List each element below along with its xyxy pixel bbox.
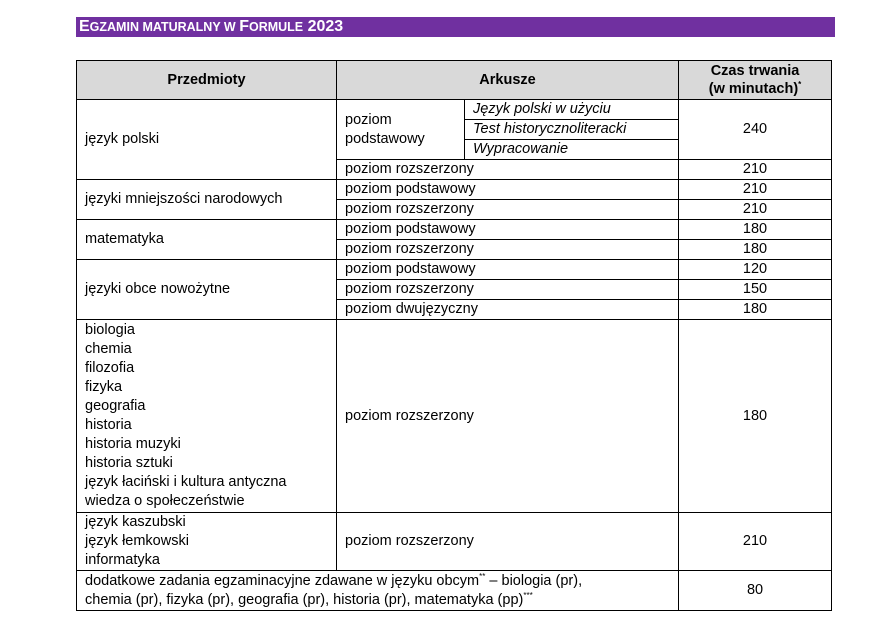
footnote-mark: *** (523, 590, 533, 600)
level-cell: poziom rozszerzony (337, 200, 679, 220)
duration-cell: 180 (679, 220, 832, 240)
level-cell: poziom podstawowy (337, 220, 679, 240)
duration-cell: 210 (679, 160, 832, 180)
subject-item: historia sztuki (85, 455, 173, 471)
subject-item: historia (85, 417, 132, 433)
subject-item: chemia (85, 341, 132, 357)
footnote-mark: * (798, 80, 802, 89)
table-row (77, 320, 832, 513)
document-title (76, 17, 835, 37)
subject-item: biologia (85, 322, 135, 338)
duration-cell: 210 (679, 180, 832, 200)
level-cell: poziom rozszerzony (337, 240, 679, 260)
extra-text: – biologia (pr), (485, 572, 583, 589)
table-row (77, 180, 832, 200)
extra-tasks-cell (77, 571, 679, 611)
subject-item: informatyka (85, 552, 160, 568)
header-sheets: Arkusze (337, 61, 679, 100)
subject-item: historia muzyki (85, 436, 181, 452)
table-row (77, 571, 832, 611)
level-cell: poziom rozszerzony (337, 513, 679, 571)
duration-cell: 180 (679, 240, 832, 260)
extra-text: dodatkowe zadania egzaminacyjne zdawane w języku obcym (85, 572, 480, 589)
sheet-part: Test historycznoliteracki (465, 120, 679, 140)
subject-item: geografia (85, 398, 146, 414)
subject-item: filozofia (85, 360, 135, 376)
header-duration-line: Czas trwania (710, 63, 800, 79)
title-part: 2023 (303, 18, 344, 35)
sheet-part: Wypracowanie (465, 140, 679, 160)
subject-cell: język polski (77, 100, 337, 180)
subject-item: fizyka (85, 379, 123, 395)
title-part: GZAMIN MATURALNY W (89, 20, 240, 34)
level-cell: poziom podstawowy (337, 180, 679, 200)
table-row (77, 220, 832, 240)
level-cell: poziom rozszerzony (337, 160, 679, 180)
title-part: ORMULE (248, 20, 304, 34)
title-part: F (239, 18, 249, 35)
header-duration-line: (w minutach) (708, 81, 799, 97)
footnote-mark: ** (479, 571, 486, 581)
duration-cell: 180 (679, 320, 832, 513)
duration-cell: 80 (679, 571, 832, 611)
subject-cell: języki obce nowożytne (77, 260, 337, 320)
duration-cell: 240 (679, 100, 832, 160)
level-cell: poziom rozszerzony (337, 320, 679, 513)
subject-cell: matematyka (77, 220, 337, 260)
duration-cell: 210 (679, 200, 832, 220)
table-row (77, 260, 832, 280)
subject-cell: języki mniejszości narodowych (77, 180, 337, 220)
level-cell: poziom rozszerzony (337, 280, 679, 300)
header-subjects: Przedmioty (77, 61, 337, 100)
subject-list-cell (77, 513, 337, 571)
subject-item: język kaszubski (85, 514, 186, 530)
header-row (77, 61, 832, 100)
level-label: podstawowy (345, 130, 425, 147)
duration-cell: 150 (679, 280, 832, 300)
subject-item: język łemkowski (85, 533, 189, 549)
duration-cell: 180 (679, 300, 832, 320)
sheet-part: Język polski w użyciu (465, 100, 679, 120)
level-cell (337, 100, 465, 160)
table-row (77, 513, 832, 571)
header-duration (679, 61, 832, 100)
table-row (77, 100, 832, 120)
subject-list-cell (77, 320, 337, 513)
extra-text: chemia (pr), fizyka (pr), geografia (pr), historia (pr), matematyka (pp) (85, 591, 524, 608)
exam-schedule-table (76, 60, 832, 611)
title-part: E (79, 18, 90, 35)
level-cell: poziom podstawowy (337, 260, 679, 280)
level-label: poziom (345, 111, 392, 128)
subject-item: język łaciński i kultura antyczna (85, 474, 287, 490)
level-cell: poziom dwujęzyczny (337, 300, 679, 320)
subject-item: wiedza o społeczeństwie (85, 493, 245, 509)
duration-cell: 210 (679, 513, 832, 571)
duration-cell: 120 (679, 260, 832, 280)
